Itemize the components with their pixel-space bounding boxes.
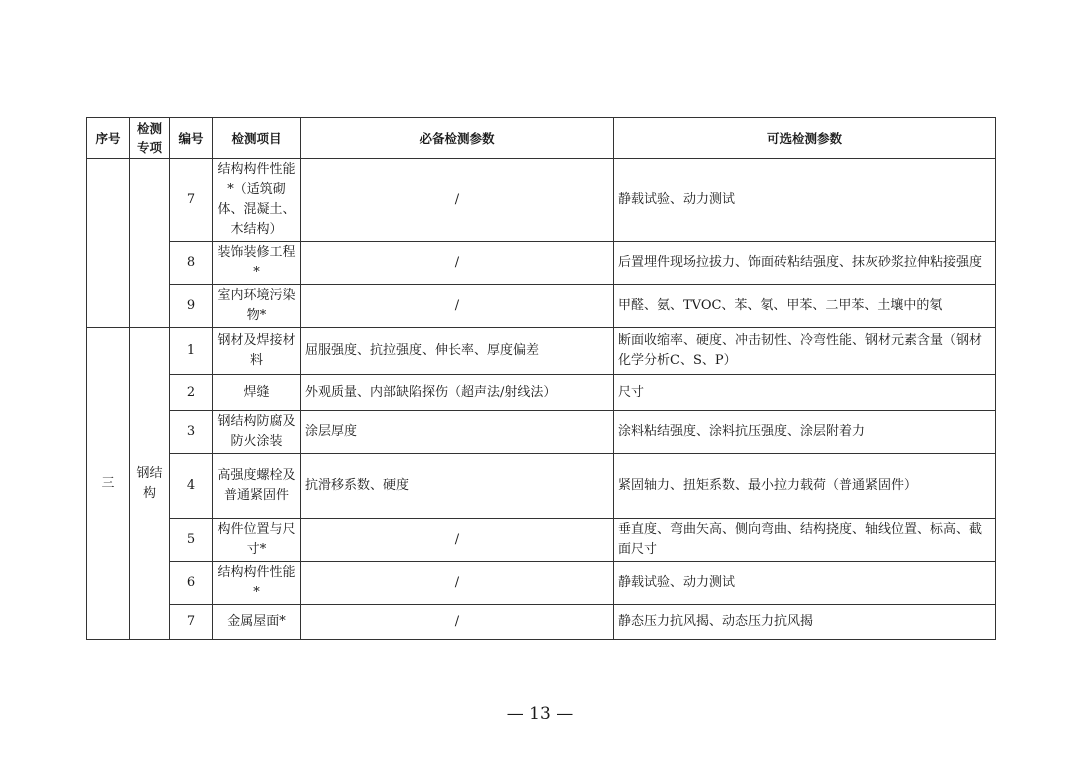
- item-cell: 钢材及焊接材料: [213, 328, 301, 375]
- page-number: — 13 —: [506, 704, 574, 724]
- table-row: [87, 605, 996, 640]
- required-cell: 抗滑移系数、硬度: [301, 454, 614, 519]
- section-category-cell: 钢结构: [130, 328, 170, 640]
- item-cell: 室内环境污染物*: [213, 285, 301, 328]
- table-row: [87, 242, 996, 285]
- header-category: 检测专项: [130, 118, 170, 159]
- required-cell: 涂层厚度: [301, 411, 614, 454]
- header-code: 编号: [170, 118, 213, 159]
- header-row: [87, 118, 996, 159]
- optional-cell: 静载试验、动力测试: [614, 562, 996, 605]
- inspection-parameters-table: [86, 117, 996, 640]
- optional-cell: 静载试验、动力测试: [614, 159, 996, 242]
- item-cell: 钢结构防腐及防火涂装: [213, 411, 301, 454]
- optional-cell: 尺寸: [614, 375, 996, 411]
- table-row: [87, 328, 996, 375]
- required-cell: /: [301, 519, 614, 562]
- optional-cell: 后置埋件现场拉拔力、饰面砖粘结强度、抹灰砂浆拉伸粘接强度: [614, 242, 996, 285]
- header-item: 检测项目: [213, 118, 301, 159]
- optional-cell: 甲醛、氨、TVOC、苯、氡、甲苯、二甲苯、土壤中的氡: [614, 285, 996, 328]
- section-seq-cell: 三: [87, 328, 130, 640]
- required-cell: 外观质量、内部缺陷探伤（超声法/射线法）: [301, 375, 614, 411]
- item-cell: 结构构件性能*（适筑砌体、混凝土、木结构）: [213, 159, 301, 242]
- table-row: [87, 285, 996, 328]
- code-cell: 8: [170, 242, 213, 285]
- code-cell: 2: [170, 375, 213, 411]
- code-cell: 4: [170, 454, 213, 519]
- code-cell: 7: [170, 605, 213, 640]
- required-cell: /: [301, 159, 614, 242]
- item-cell: 装饰装修工程*: [213, 242, 301, 285]
- optional-cell: 断面收缩率、硬度、冲击韧性、冷弯性能、钢材元素含量（钢材化学分析C、S、P）: [614, 328, 996, 375]
- item-cell: 金属屋面*: [213, 605, 301, 640]
- header-required: 必备检测参数: [301, 118, 614, 159]
- required-cell: /: [301, 242, 614, 285]
- table-row: [87, 562, 996, 605]
- table-row: [87, 411, 996, 454]
- required-cell: /: [301, 605, 614, 640]
- code-cell: 6: [170, 562, 213, 605]
- seq-cell-empty: [87, 159, 130, 328]
- table-row: [87, 454, 996, 519]
- optional-cell: 垂直度、弯曲矢高、侧向弯曲、结构挠度、轴线位置、标高、截面尺寸: [614, 519, 996, 562]
- table-row: [87, 519, 996, 562]
- code-cell: 7: [170, 159, 213, 242]
- required-cell: /: [301, 562, 614, 605]
- item-cell: 构件位置与尺寸*: [213, 519, 301, 562]
- code-cell: 9: [170, 285, 213, 328]
- item-cell: 高强度螺栓及普通紧固件: [213, 454, 301, 519]
- category-cell-empty: [130, 159, 170, 328]
- item-cell: 结构构件性能*: [213, 562, 301, 605]
- code-cell: 3: [170, 411, 213, 454]
- header-seq: 序号: [87, 118, 130, 159]
- required-cell: 屈服强度、抗拉强度、伸长率、厚度偏差: [301, 328, 614, 375]
- code-cell: 1: [170, 328, 213, 375]
- table-row: [87, 375, 996, 411]
- table-row: [87, 159, 996, 242]
- optional-cell: 紧固轴力、扭矩系数、最小拉力载荷（普通紧固件）: [614, 454, 996, 519]
- header-optional: 可选检测参数: [614, 118, 996, 159]
- optional-cell: 静态压力抗风揭、动态压力抗风揭: [614, 605, 996, 640]
- required-cell: /: [301, 285, 614, 328]
- code-cell: 5: [170, 519, 213, 562]
- item-cell: 焊缝: [213, 375, 301, 411]
- optional-cell: 涂料粘结强度、涂料抗压强度、涂层附着力: [614, 411, 996, 454]
